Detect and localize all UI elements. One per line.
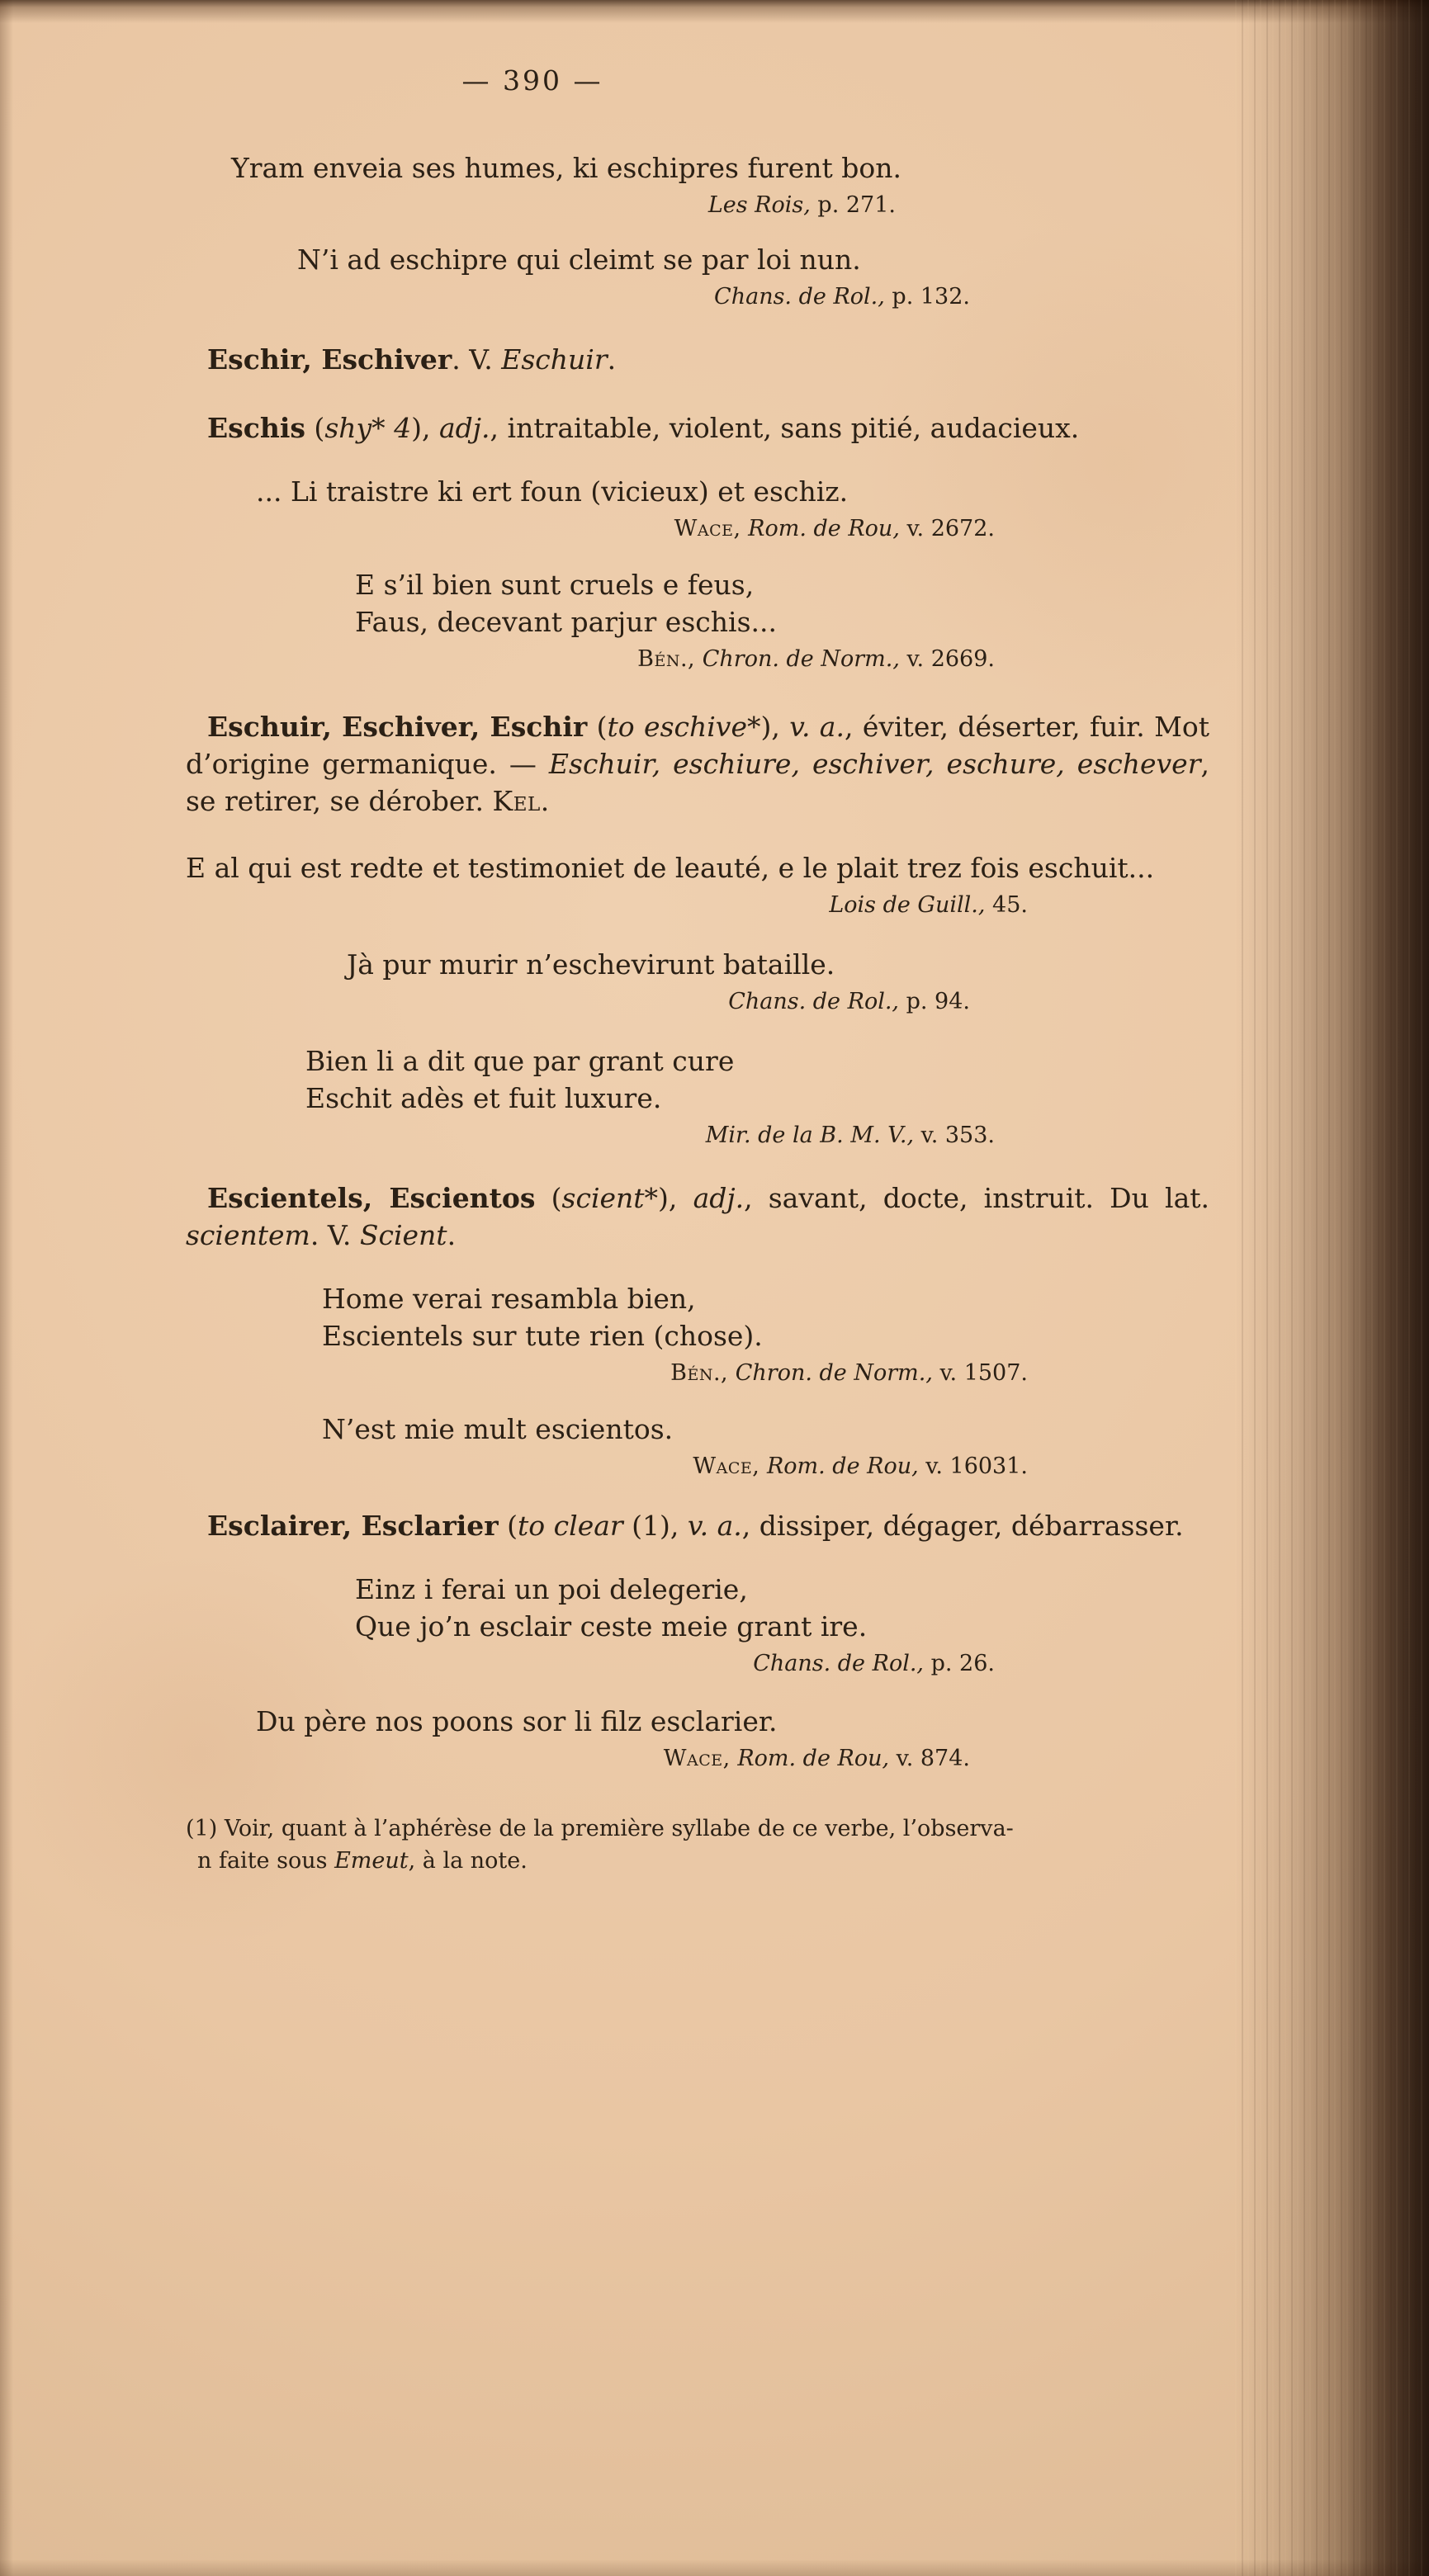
citation-author: Bén., [637,646,696,672]
footnote-work: Emeut [334,1848,409,1874]
entry-text: . [607,343,617,376]
citation [186,1453,1209,1481]
citation-work: Rom. de Rou, [759,1453,919,1479]
entry-definition: , intraitable, violent, sans pitié, audacieux. [490,412,1080,444]
page-number: — 390 — [461,64,603,97]
entry-text: (1), [622,1510,688,1542]
entry-source: Kel. [492,785,550,817]
verse-line: Einz i ferai un poi delegerie, [355,1573,748,1605]
citation [186,891,1209,919]
entry-text: . V. [452,343,502,376]
entry-escientels [186,1179,1209,1254]
quotation [322,1411,1209,1448]
citation-ref: v. 2672. [899,516,995,541]
entry-headword: Esclairer, Esclarier [207,1510,499,1542]
verse-quotation [355,566,1209,640]
citation [186,515,1209,543]
quotation-text: E al qui est redte et testimoniet de leauté, e le plait trez fois eschuit... [186,852,1155,884]
entry-text: . [447,1219,457,1251]
verse-quotation [322,1280,1209,1354]
citation-work: Lois de Guill., [829,892,986,918]
footnote-text: n faite sous [197,1848,335,1874]
entry-pos: v. a. [789,711,845,743]
citation-work: Rom. de Rou, [741,516,900,541]
entry-etymon: to eschive* [607,711,761,743]
entry-eschuir [186,708,1209,820]
citation-ref: v. 1507. [932,1360,1028,1386]
quotation-text: Jà pur murir n’eschevirunt bataille. [347,948,835,981]
citation-author: Wace, [693,1453,760,1479]
citation [186,645,1209,674]
entry-headword: Eschis [207,412,305,444]
citation-work: Chans. de Rol., [728,989,900,1014]
quotation [186,849,1209,886]
citation-ref: v. 2669. [899,646,995,672]
citation-ref: p. 271. [810,192,896,218]
entry-definition: , éviter, déserter, fuir. Mot d’origine germanique. — [186,711,1209,780]
citation-ref: v. 874. [889,1746,970,1771]
entry-text: ), [411,412,439,444]
verse-line: Faus, decevant parjur eschis... [355,606,777,638]
entry-pos: adj. [439,412,490,444]
entry-pos: adj. [693,1182,745,1214]
entry-definition: , savant, docte, instruit. Du lat. [744,1182,1209,1214]
citation-work: Chans. de Rol., [714,284,885,310]
quotation-text: ... Li traistre ki ert foun (vicieux) et eschiz. [256,475,849,508]
entry-text: ( [305,412,325,444]
entry-eschis [186,409,1209,447]
citation-ref: v. 16031. [918,1453,1028,1479]
citation [186,988,1209,1016]
entry-text: , se retirer, se dérober. [186,748,1209,817]
citation [186,283,1209,311]
entry-pos: v. a. [687,1510,742,1542]
verse-line: Home verai resambla bien, [322,1283,696,1315]
entry-headword: Eschuir, Eschiver, Eschir [207,711,588,743]
quotation [256,1703,1209,1740]
citation-work: Les Rois, [707,192,811,218]
citation-ref: p. 26. [924,1651,995,1676]
verse-line: Escientels sur tute rien (chose). [322,1320,763,1352]
entry-text: ), [658,1182,693,1214]
page-left-edge-shadow [0,0,13,2576]
footnote-line [186,1845,1209,1877]
citation [186,1745,1209,1773]
entry-definition: , dissiper, dégager, débarrasser. [741,1510,1184,1542]
quotation [347,946,1209,983]
citation-work: Rom. de Rou, [730,1746,890,1771]
footnote-line [186,1813,1209,1845]
citation [186,1359,1209,1387]
footnote-text: (1) Voir, quant à l’aphérèse de la première syllabe de ce verbe, l’observa- [186,1816,1014,1841]
quotation-text: Du père nos poons sor li filz esclarier. [256,1705,778,1737]
citation-ref: p. 94. [899,989,970,1014]
citation-ref: p. 132. [884,284,970,310]
citation [186,1650,1209,1678]
entry-etymon: to clear [518,1510,623,1542]
entry-text: ( [587,711,608,743]
entry-variants: Eschuir, eschiure, eschiver, eschure, eschever [548,748,1201,780]
entry-esclairer [186,1507,1209,1544]
entry-headword: Escientels, Escientos [207,1182,536,1214]
entry-etymon: shy* 4 [324,412,412,444]
citation-ref: v. 353. [914,1123,995,1148]
quotation [256,473,1209,510]
verse-line: E s’il bien sunt cruels e feus, [355,569,755,601]
entry-crossref: Eschuir [501,343,608,376]
citation-work: Chron. de Norm., [728,1360,933,1386]
entry-text: ( [498,1510,518,1542]
verse-line: Que jo’n esclair ceste meie grant ire. [355,1610,868,1642]
citation-work: Mir. de la B. M. V., [705,1123,915,1148]
entry-text: ( [535,1182,562,1214]
citation-author: Wace, [663,1746,731,1771]
citation-ref: 45. [985,892,1028,918]
quotation-text: N’i ad eschipre qui cleimt se par loi nun. [297,243,861,276]
quotation-text: N’est mie mult escientos. [322,1413,674,1445]
page-bottom-edge-shadow [0,2559,1429,2576]
page-top-edge-shadow [0,0,1429,23]
quotation [231,149,1209,187]
verse-quotation [355,1571,1209,1645]
entry-eschir [186,341,1209,378]
citation-author: Wace, [674,516,741,541]
entry-etymon: scient* [561,1182,659,1214]
quotation-text: Yram enveia ses humes, ki eschipres furent bon. [231,152,901,184]
footnote-text: , à la note. [408,1848,528,1874]
citation [186,191,1209,220]
citation-work: Chans. de Rol., [753,1651,925,1676]
verse-line: Bien li a dit que par grant cure [305,1045,735,1077]
entry-latin: scientem [186,1219,310,1251]
entry-text: . V. [310,1219,360,1251]
entry-crossref: Scient [359,1219,447,1251]
verse-line: Eschit adès et fuit luxure. [305,1082,662,1114]
citation-author: Bén., [670,1360,729,1386]
verse-quotation [305,1042,1209,1117]
entry-headword: Eschir, Eschiver [207,343,452,376]
citation [186,1122,1209,1150]
book-gutter-shadow [1235,0,1429,2576]
quotation [297,241,1209,278]
entry-text: ), [760,711,790,743]
citation-work: Chron. de Norm., [695,646,900,672]
page-content [186,64,1209,1877]
footnote [186,1813,1209,1877]
